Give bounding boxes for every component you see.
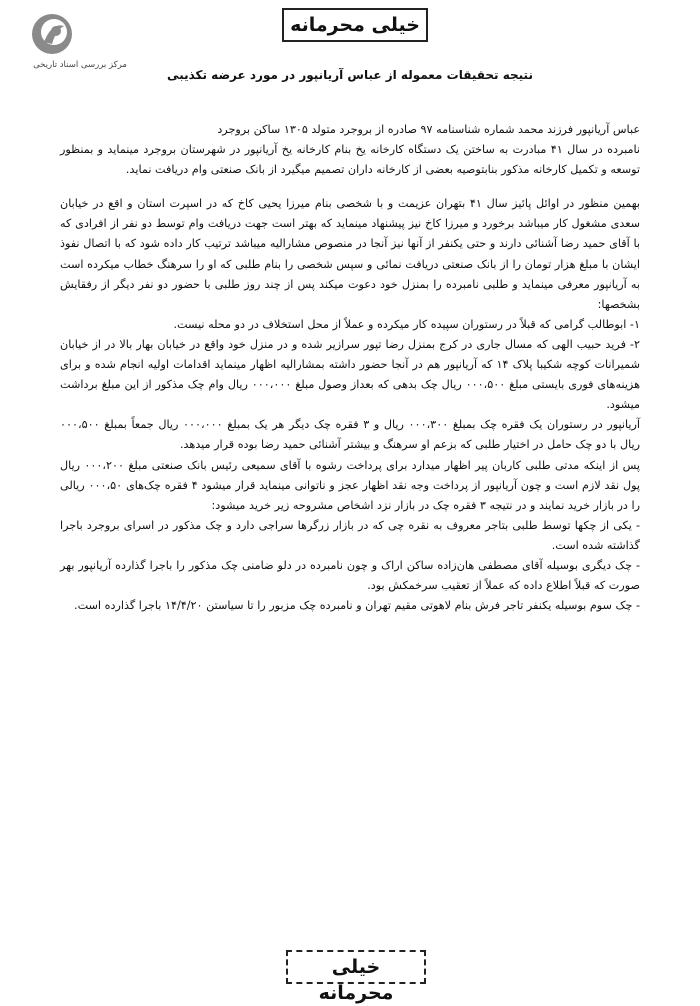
list-item-1: ۱- ابوطالب گرامی که قبلاً در رستوران سپیده کار میکرده و عملاً از محل استخلاف در دو محله نیست. [173, 317, 640, 331]
document-body [60, 120, 640, 616]
paragraph-loan: بهمین منظور در اوائل پائیز سال ۴۱ بتهران عزیمت و با شخصی بنام میرزا یحیی کاخ که در اسپرت استان و اقع در خیابان سعدی مشغول کار میباشد برخورد و میرزا کاخ نیز پیشنهاد مینماید که بهتر است جهت دریافت وام توسط دو نفر از افرادی که با آقای حمید رضا آشنائی دارند و حتی یکنفر از آنها نیز آنجا در منصوص مشارالیه میباشد ترتیب کار داده شود که با اتصال نفوذ ایشان با مبلغ هزار تومان را از بانک صنعتی دریافت نمائی و سپس شخصی را بنام طلبی که او را سرهنگ خطاب میکرده است به آریانپور معرفی مینماید و طلبی نامبرده را بمنزل خود دعوت میکند پس از چند روز طلبی با حضور دو نفر دیگر از رفقایش بشخصها: [60, 197, 640, 311]
archive-logo [10, 12, 130, 72]
paragraph-factory: نامبرده در سال ۴۱ مبادرت به ساختن یک دستگاه کارخانه یخ بنام کارخانه یخ آریانپور در شهرستان بروجرد مینماید و بمنظور توسعه و تکمیل کارخانه مذکور بنابتوصیه بعضی از کارخانه داران تصمیم میگیرد از بانک صنعتی وام دریافت نماید. [60, 143, 640, 177]
logo-caption: مرکز بررسی اسناد تاریخی [33, 60, 127, 70]
archive-center-logo-icon [30, 12, 74, 56]
document-subtitle: نتیجه تحقیقات معموله از عباس آریانپور در مورد عرضه تکذیبی [167, 68, 533, 82]
paragraph-intro: عباس آریانپور فرزند محمد شماره شناسنامه ۹۷ صادره از بروجرد متولد ۱۳۰۵ ساکن بروجرد [217, 123, 640, 136]
paragraph-bribe: پس از اینکه مدتی طلبی کاربان پیر اظهار میدارد برای پرداخت رشوه با آقای سمیعی رئیس بانک صنعتی مبلغ ۰۰۰،۲۰۰ ریال پول نقد لازم است و چون آریانپور از پرداخت وجه نقد اظهار عجز و ناتوانی مینماید قرار میشود ۴ فقره چک‌های ۰۰۰،۵۰ ریالی را در بازار خرید نمایند و در نتیجه ۳ فقره چک در بازار نزد اشخاص مشروحه زیر خرید میشود: [60, 458, 640, 512]
classification-stamp-top: خیلی محرمانه [282, 8, 428, 42]
list-item-check-3: - چک سوم بوسیله یکنفر تاجر فرش بنام لاهوتی مقیم تهران و نامبرده چک مزبور را تا سیاستن ۱۴/۴/۲۰ باجرا گذارده است. [74, 599, 640, 613]
classification-stamp-bottom: خیلی محرمانه [286, 950, 426, 984]
list-item-2: ۲- فرید حبیب الهی که مسال جاری در کرج بمنزل رضا تپور سرازیر شده و در منزل خود واقع در خیابان بهار بالا در از خیابان شمیرانات کوچه شکیبا پلاک ۱۴ که آریانپور هم در آنجا حضور داشته بمشارالیه اظهار مینماید اقدامات اولیه انجام شده و برای هزینه‌های فوری بایستی مبلغ ۰۰۰،۵۰۰ ریال چک بدهی که بعداز وصول مبلغ ۰۰۰،۰۰۰ ریال وام چک مذکور از این مبلغ برداشت میشود. [60, 337, 641, 412]
paragraph-gap [60, 180, 640, 194]
list-item-check-1: - یکی از چکها توسط طلبی بتاجر معروف به نقره چی که در بازار زرگرها سراجی دارد و چک مذکور در اسرای بروجرد باجرا گذاشته شده است. [60, 518, 640, 552]
paragraph-checks: آریانپور در رستوران یک فقره چک بمبلغ ۰۰۰،۳۰۰ ریال و ۳ فقره چک دیگر هر یک بمبلغ ۰۰۰،۰۰۰ ریال جمعاً بمبلغ ۰۰۰،۵۰۰ ریال با دو چک حامل در اختیار طلبی که بزعم او سرهنگ و بیشتر آشنائی حمید رضا بوده قرار میدهد. [60, 418, 640, 452]
list-item-check-2: - چک دیگری بوسیله آقای مصطفی هان‌زاده ساکن اراک و چون نامبرده در دلو ضامنی چک مذکور را باجرا گذارده آریانپور بهر صورت که قبلاً اطلاع داده که عملاً از تعقیب سرخمکش بود. [60, 558, 640, 593]
